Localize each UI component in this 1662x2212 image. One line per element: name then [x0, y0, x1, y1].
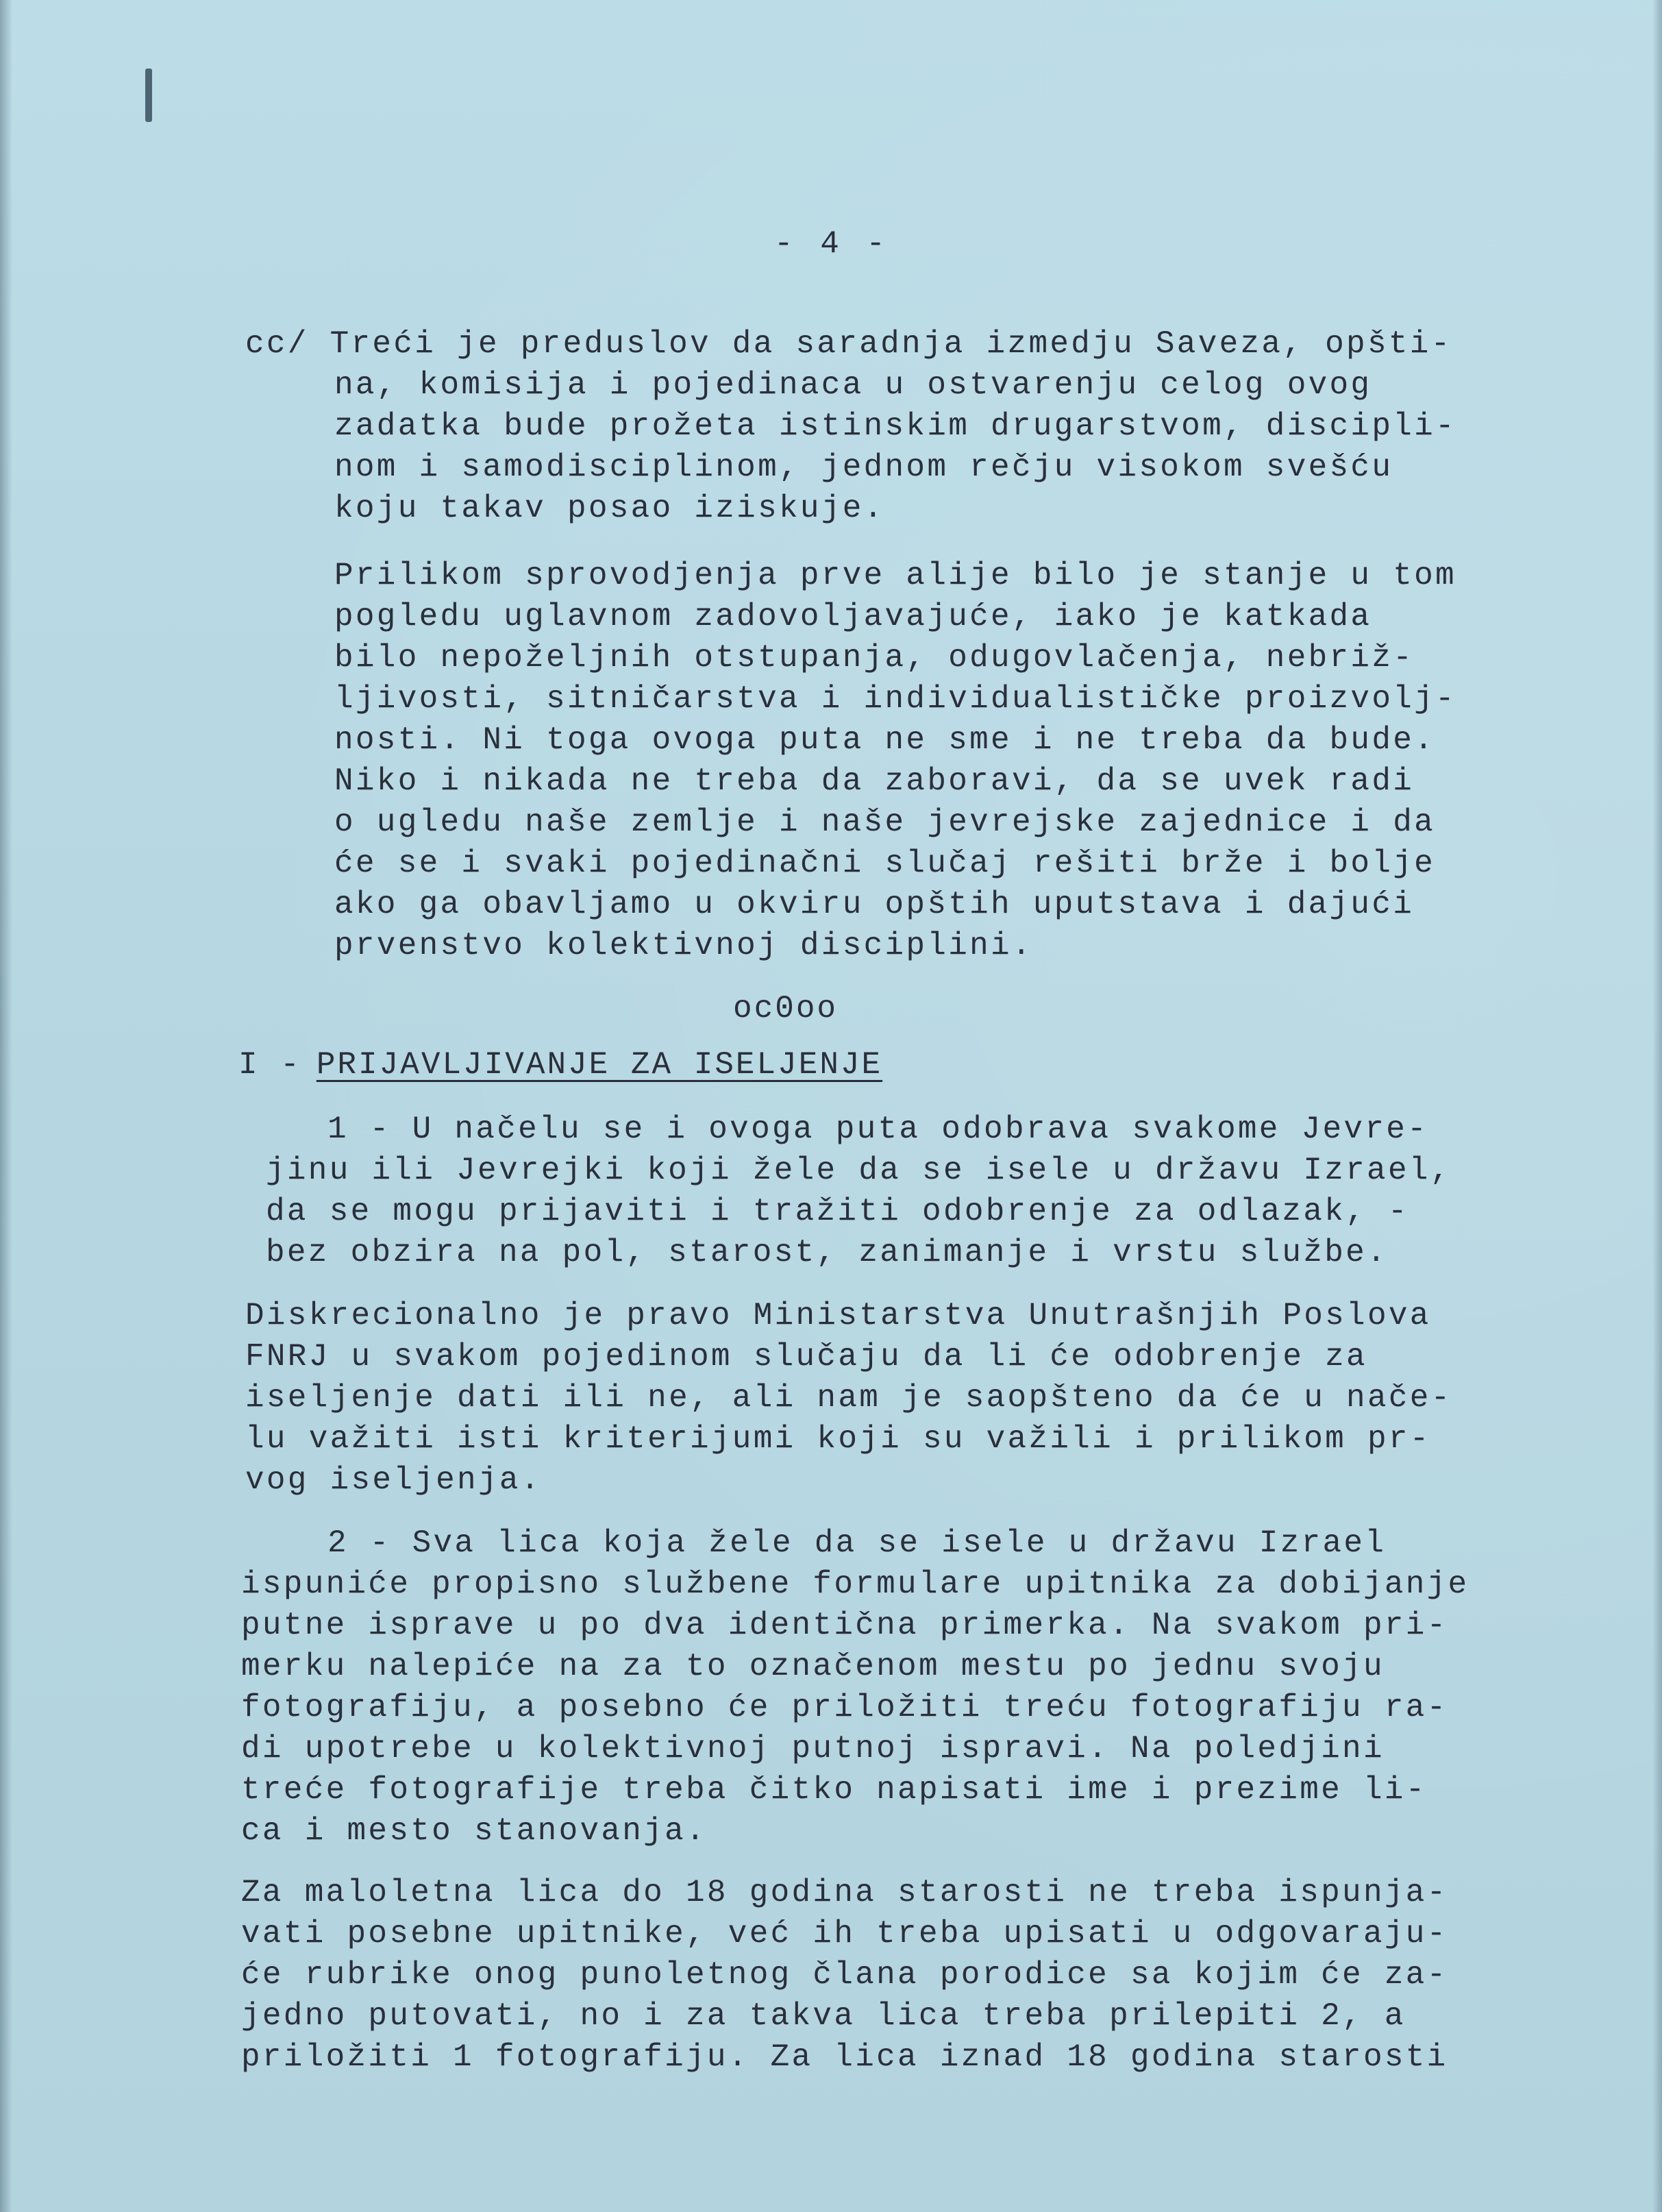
text-line: jinu ili Jevrejki koji žele da se isele u državu Izrael,: [266, 1153, 1452, 1188]
text-line: lu važiti isti kriterijumi koji su važili i prilikom pr-: [245, 1421, 1431, 1457]
section-separator: oc0oo: [733, 991, 839, 1027]
text-line: će se i svaki pojedinačni slučaj rešiti brže i bolje: [334, 846, 1436, 881]
text-line: iseljenje dati ili ne, ali nam je saopšteno da će u nače-: [245, 1380, 1452, 1416]
text-line: Za maloletna lica do 18 godina starosti ne treba ispunja-: [241, 1875, 1448, 1910]
text-line: na, komisija i pojedinaca u ostvarenju celog ovog: [334, 367, 1372, 403]
text-line: o ugledu naše zemlje i naše jevrejske zajednice i da: [334, 804, 1436, 840]
text-line: 1 - U načelu se i ovoga puta odobrava svakome Jevre-: [327, 1111, 1429, 1147]
text-line: fotografiju, a posebno će priložiti treću fotografiju ra-: [241, 1690, 1448, 1725]
text-line: nosti. Ni toga ovoga puta ne sme i ne treba da bude.: [334, 722, 1436, 758]
text-line: prvenstvo kolektivnoj disciplini.: [334, 928, 1033, 963]
text-line: 2 - Sva lica koja žele da se isele u državu Izrael: [327, 1525, 1387, 1561]
text-line: vog iseljenja.: [245, 1462, 542, 1498]
text-line: nom i samodisciplinom, jednom rečju visokom svešću: [334, 450, 1393, 485]
text-line: koju takav posao iziskuje.: [334, 491, 885, 526]
text-line: pogledu uglavnom zadovoljavajuće, iako je katkada: [334, 599, 1372, 635]
text-line: jedno putovati, no i za takva lica treba prilepiti 2, a: [241, 1998, 1406, 2034]
page-shadow-right: [1652, 0, 1662, 2212]
text-line: zadatka bude prožeta istinskim drugarstvom, discipli-: [334, 408, 1456, 444]
text-line: ljivosti, sitničarstva i individualističke proizvolj-: [334, 681, 1456, 717]
text-line: putne isprave u po dva identična primerka. Na svakom pri-: [241, 1608, 1448, 1643]
text-line: cc/ Treći je preduslov da saradnja izmedju Saveza, opšti-: [245, 326, 1452, 362]
text-line: Prilikom sprovodjenja prve alije bilo je stanje u tom: [334, 558, 1456, 593]
text-line: Niko i nikada ne treba da zaboravi, da se uvek radi: [334, 763, 1415, 799]
section-heading: [238, 1047, 882, 1083]
text-line: ispuniće propisno službene formulare upitnika za dobijanje: [241, 1566, 1469, 1602]
text-line: bilo nepoželjnih otstupanja, odugovlačenja, nebriž-: [334, 640, 1415, 676]
text-line: vati posebne upitnike, već ih treba upisati u odgovaraju-: [241, 1916, 1448, 1952]
text-line: ca i mesto stanovanja.: [241, 1813, 707, 1849]
section-heading-number: I -: [238, 1047, 301, 1083]
binding-mark: [145, 69, 152, 122]
text-line: FNRJ u svakom pojedinom slučaju da li će odobrenje za: [245, 1339, 1367, 1375]
section-heading-title: PRIJAVLJIVANJE ZA ISELJENJE: [316, 1047, 883, 1083]
text-line: treće fotografije treba čitko napisati ime i prezime li-: [241, 1772, 1427, 1808]
text-line: ako ga obavljamo u okviru opštih uputstava i dajući: [334, 887, 1415, 922]
text-line: merku nalepiće na za to označenom mestu po jednu svoju: [241, 1649, 1385, 1684]
text-line: Diskrecionalno je pravo Ministarstva Unutrašnjih Poslova: [245, 1298, 1431, 1334]
text-line: će rubrike onog punoletnog člana porodice sa kojim će za-: [241, 1957, 1448, 1993]
text-line: da se mogu prijaviti i tražiti odobrenje za odlazak, -: [266, 1194, 1409, 1229]
text-line: bez obzira na pol, starost, zanimanje i vrstu službe.: [266, 1235, 1388, 1270]
text-line: priložiti 1 fotografiju. Za lica iznad 18 godina starosti: [241, 2039, 1448, 2075]
text-line: di upotrebe u kolektivnoj putnoj ispravi. Na poledjini: [241, 1731, 1385, 1767]
page-shadow-left: [0, 0, 12, 2212]
page-number: - 4 -: [774, 226, 890, 262]
